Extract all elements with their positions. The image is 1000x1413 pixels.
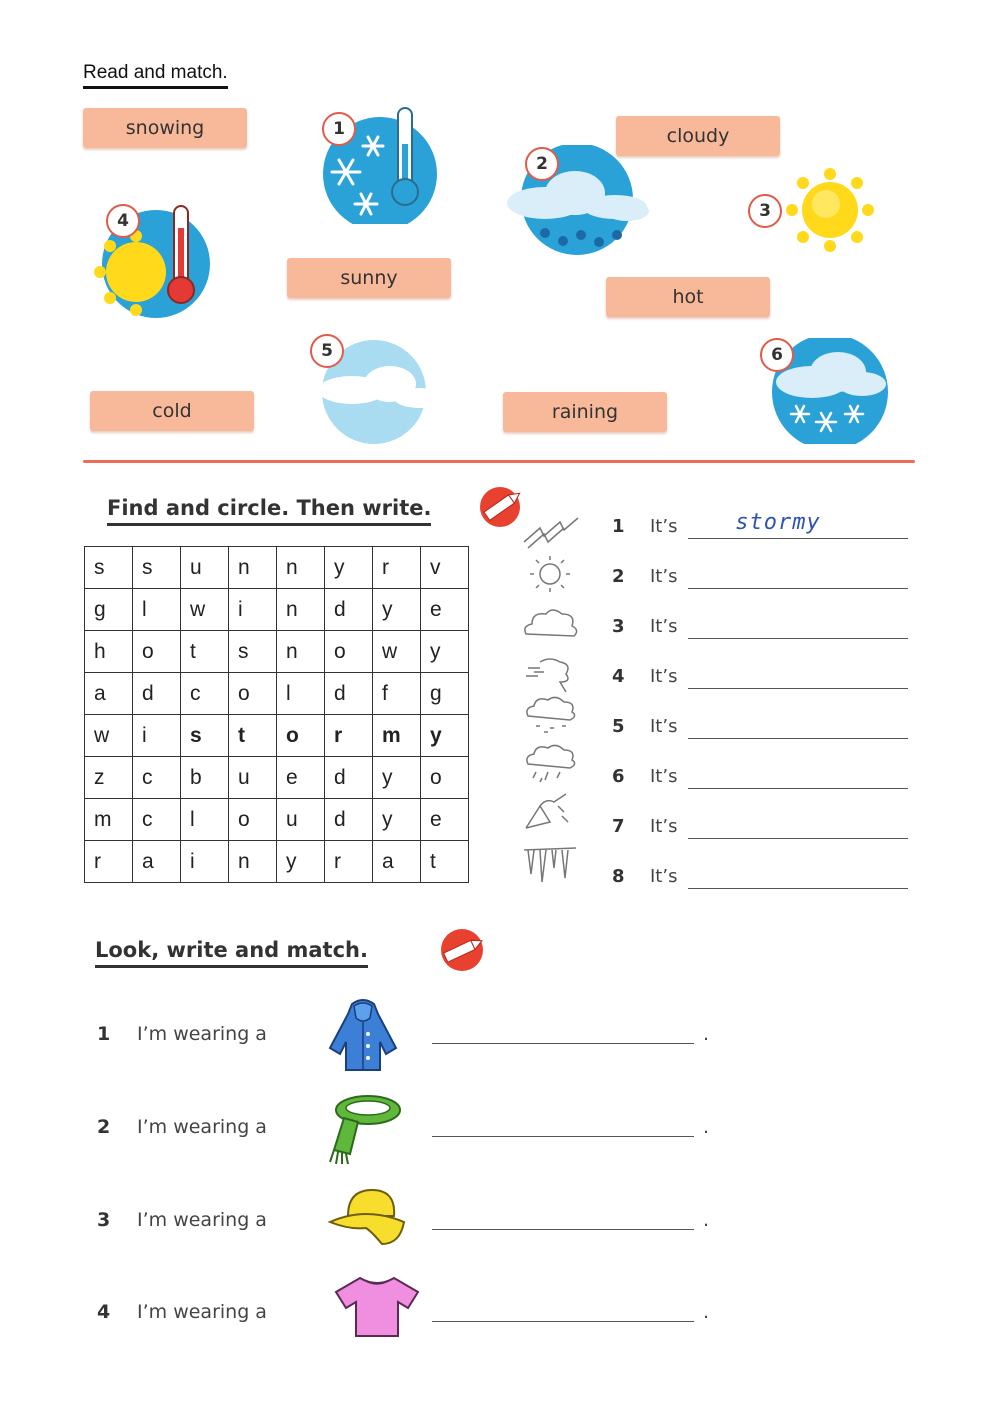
grid-cell[interactable]: r xyxy=(373,547,421,589)
grid-cell[interactable]: y xyxy=(421,631,469,673)
answer-underline[interactable] xyxy=(688,888,908,889)
answer-line[interactable] xyxy=(432,1321,694,1322)
picture-cold[interactable] xyxy=(318,104,448,224)
grid-cell[interactable]: g xyxy=(85,589,133,631)
grid-cell[interactable]: t xyxy=(421,841,469,883)
row-prompt: I’m wearing a xyxy=(137,1209,267,1231)
line-prompt: It’s xyxy=(650,516,678,537)
pencil-icon-2 xyxy=(434,928,492,976)
grid-cell[interactable]: n xyxy=(229,547,277,589)
line-number: 3 xyxy=(612,616,625,637)
grid-cell[interactable]: s xyxy=(133,547,181,589)
rain-outline-icon xyxy=(520,744,582,784)
look-write-match-title: Look, write and match. xyxy=(95,938,368,968)
grid-cell[interactable]: l xyxy=(277,673,325,715)
line-number: 5 xyxy=(612,716,625,737)
grid-cell[interactable]: t xyxy=(181,631,229,673)
row-number: 2 xyxy=(97,1116,111,1138)
label-sunny[interactable]: sunny xyxy=(287,258,451,298)
row-number: 4 xyxy=(97,1301,111,1323)
grid-cell[interactable]: m xyxy=(85,799,133,841)
line-number: 8 xyxy=(612,866,625,887)
grid-cell[interactable]: u xyxy=(229,757,277,799)
grid-cell[interactable]: z xyxy=(85,757,133,799)
grid-cell[interactable]: i xyxy=(229,589,277,631)
write-line-6 xyxy=(612,766,908,790)
scarf-icon xyxy=(320,1092,406,1170)
answer-underline[interactable] xyxy=(688,738,908,739)
row-prompt: I’m wearing a xyxy=(137,1301,267,1323)
line-number: 7 xyxy=(612,816,625,837)
picture-snowing[interactable] xyxy=(758,338,892,444)
grid-cell[interactable]: m xyxy=(373,715,421,757)
grid-cell[interactable]: b xyxy=(181,757,229,799)
grid-cell[interactable]: s xyxy=(181,715,229,757)
grid-cell[interactable]: y xyxy=(373,589,421,631)
write-line-8 xyxy=(612,866,908,890)
grid-cell[interactable]: o xyxy=(229,673,277,715)
row-prompt: I’m wearing a xyxy=(137,1116,267,1138)
grid-row xyxy=(85,547,469,589)
grid-cell[interactable]: n xyxy=(277,547,325,589)
grid-cell[interactable]: r xyxy=(325,841,373,883)
grid-cell[interactable]: a xyxy=(373,841,421,883)
row-number: 3 xyxy=(97,1209,111,1231)
wearing-row-2 xyxy=(97,1116,717,1146)
grid-cell[interactable]: c xyxy=(181,673,229,715)
picture-number-3: 3 xyxy=(748,194,782,228)
line-prompt: It’s xyxy=(650,766,678,787)
grid-row xyxy=(85,715,469,757)
sun-outline-icon xyxy=(520,554,582,594)
grid-cell[interactable]: d xyxy=(325,673,373,715)
grid-cell[interactable]: s xyxy=(229,631,277,673)
grid-cell[interactable]: t xyxy=(229,715,277,757)
grid-cell[interactable]: h xyxy=(85,631,133,673)
write-line-5 xyxy=(612,716,908,740)
grid-cell[interactable]: y xyxy=(421,715,469,757)
picture-sunny[interactable] xyxy=(746,168,880,252)
write-line-3 xyxy=(612,616,908,640)
section-divider xyxy=(83,460,915,463)
line-number: 2 xyxy=(612,566,625,587)
row-prompt: I’m wearing a xyxy=(137,1023,267,1045)
line-number: 6 xyxy=(612,766,625,787)
grid-cell[interactable]: o xyxy=(325,631,373,673)
grid-cell[interactable]: y xyxy=(325,547,373,589)
snow-outline-icon xyxy=(520,694,582,734)
grid-cell[interactable]: u xyxy=(181,547,229,589)
grid-cell[interactable]: u xyxy=(277,799,325,841)
grid-cell[interactable]: e xyxy=(277,757,325,799)
wind-outline-icon xyxy=(520,654,582,694)
line-prompt: It’s xyxy=(650,716,678,737)
grid-row xyxy=(85,841,469,883)
line-number: 1 xyxy=(612,516,625,537)
answer-line[interactable] xyxy=(432,1136,694,1137)
line-prompt: It’s xyxy=(650,816,678,837)
label-cloudy[interactable]: cloudy xyxy=(616,116,780,156)
answer-line[interactable] xyxy=(432,1043,694,1044)
grid-row xyxy=(85,799,469,841)
picture-hot[interactable] xyxy=(90,198,222,320)
grid-cell[interactable]: a xyxy=(133,841,181,883)
grid-cell[interactable]: c xyxy=(133,757,181,799)
icicles-outline-icon xyxy=(520,844,582,884)
picture-number-6: 6 xyxy=(760,338,794,372)
word-search-grid xyxy=(84,546,469,883)
grid-cell[interactable]: a xyxy=(85,673,133,715)
row-period: . xyxy=(703,1116,710,1138)
tshirt-icon xyxy=(334,1274,420,1344)
picture-number-1: 1 xyxy=(322,112,356,146)
cloud-outline-icon xyxy=(520,604,582,644)
grid-cell[interactable]: l xyxy=(133,589,181,631)
grid-cell[interactable]: i xyxy=(133,715,181,757)
label-hot[interactable]: hot xyxy=(606,277,770,317)
hail-outline-icon xyxy=(520,792,582,832)
answer-text[interactable]: stormy xyxy=(735,510,821,535)
grid-cell[interactable]: l xyxy=(181,799,229,841)
grid-cell[interactable]: o xyxy=(133,631,181,673)
grid-cell[interactable]: o xyxy=(421,757,469,799)
grid-cell[interactable]: g xyxy=(421,673,469,715)
grid-cell[interactable]: d xyxy=(325,799,373,841)
picture-number-2: 2 xyxy=(525,147,559,181)
answer-underline[interactable] xyxy=(688,838,908,839)
grid-cell[interactable]: w xyxy=(181,589,229,631)
storm-icon xyxy=(520,512,582,552)
line-prompt: It’s xyxy=(650,666,678,687)
picture-cloudy[interactable] xyxy=(308,334,450,444)
grid-cell[interactable]: r xyxy=(325,715,373,757)
line-prompt: It’s xyxy=(650,566,678,587)
answer-underline[interactable] xyxy=(688,538,908,539)
grid-cell[interactable]: n xyxy=(229,841,277,883)
write-line-4 xyxy=(612,666,908,690)
find-and-circle-title: Find and circle. Then write. xyxy=(107,496,431,526)
grid-cell[interactable]: d xyxy=(133,673,181,715)
grid-cell[interactable]: d xyxy=(325,757,373,799)
grid-row xyxy=(85,589,469,631)
write-line-2 xyxy=(612,566,908,590)
write-line-1 xyxy=(612,510,908,540)
grid-row xyxy=(85,631,469,673)
grid-cell[interactable]: e xyxy=(421,589,469,631)
picture-raining[interactable] xyxy=(505,145,655,263)
wearing-row-1 xyxy=(97,1023,717,1053)
label-raining[interactable]: raining xyxy=(503,392,667,432)
grid-cell[interactable]: e xyxy=(421,799,469,841)
grid-cell[interactable]: f xyxy=(373,673,421,715)
answer-underline[interactable] xyxy=(688,588,908,589)
grid-cell[interactable]: y xyxy=(277,841,325,883)
grid-cell[interactable]: n xyxy=(277,589,325,631)
answer-underline[interactable] xyxy=(688,688,908,689)
read-and-match-title: Read and match. xyxy=(83,62,228,89)
picture-number-4: 4 xyxy=(106,204,140,238)
grid-cell[interactable]: n xyxy=(277,631,325,673)
grid-cell[interactable]: y xyxy=(373,799,421,841)
grid-cell[interactable]: o xyxy=(277,715,325,757)
grid-cell[interactable]: w xyxy=(373,631,421,673)
raincoat-icon xyxy=(322,998,404,1078)
row-period: . xyxy=(703,1209,710,1231)
grid-cell[interactable]: i xyxy=(181,841,229,883)
answer-line[interactable] xyxy=(432,1229,694,1230)
line-prompt: It’s xyxy=(650,866,678,887)
grid-cell[interactable]: c xyxy=(133,799,181,841)
row-number: 1 xyxy=(97,1023,111,1045)
grid-cell[interactable]: r xyxy=(85,841,133,883)
grid-cell[interactable]: v xyxy=(421,547,469,589)
line-prompt: It’s xyxy=(650,616,678,637)
label-cold[interactable]: cold xyxy=(90,391,254,431)
grid-cell[interactable]: s xyxy=(85,547,133,589)
row-period: . xyxy=(703,1301,710,1323)
answer-underline[interactable] xyxy=(688,788,908,789)
write-line-7 xyxy=(612,816,908,840)
line-number: 4 xyxy=(612,666,625,687)
grid-cell[interactable]: w xyxy=(85,715,133,757)
answer-underline[interactable] xyxy=(688,638,908,639)
row-period: . xyxy=(703,1023,710,1045)
picture-number-5: 5 xyxy=(310,334,344,368)
label-snowing[interactable]: snowing xyxy=(83,108,247,148)
grid-cell[interactable]: o xyxy=(229,799,277,841)
grid-row xyxy=(85,757,469,799)
grid-cell[interactable]: y xyxy=(373,757,421,799)
grid-cell[interactable]: d xyxy=(325,589,373,631)
rain-hat-icon xyxy=(326,1186,408,1254)
grid-row xyxy=(85,673,469,715)
